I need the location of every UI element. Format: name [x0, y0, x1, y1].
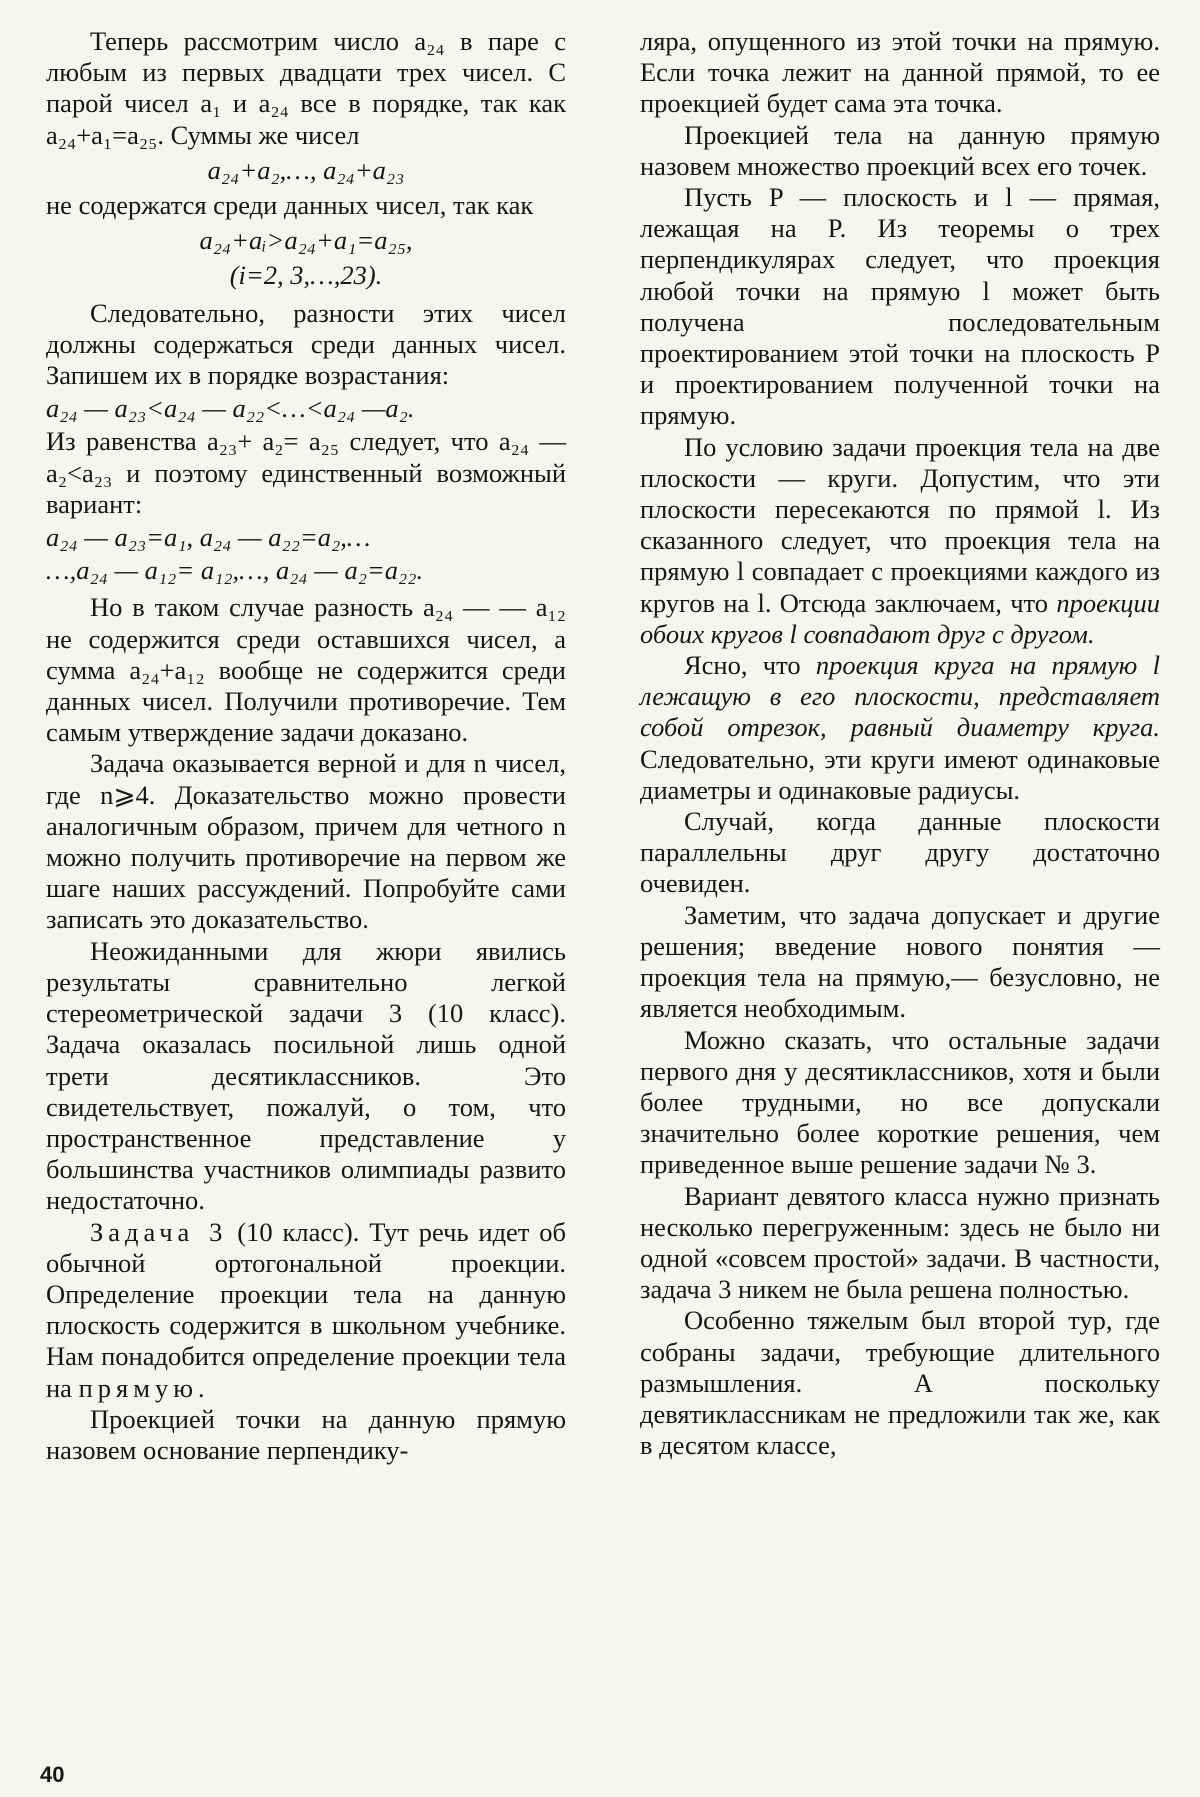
paragraph: Следовательно, разности этих чисел должны содержаться среди данных чисел. Запишем их в порядке возрастания: — [46, 297, 566, 391]
paragraph: не содержатся среди данных чисел, так как — [46, 190, 534, 221]
paragraph: Задача 3 (10 класс). Тут речь идет об обычной ортогональной проекции. Определение проекции тела на данную плоскость содержится в школьном учебнике. Нам понадобится определение проекции тела на прямую. — [46, 1216, 566, 1403]
italic-text: проекции обоих кругов l совпадают друг с другом. — [640, 587, 1160, 649]
page-number: 40 — [40, 1762, 65, 1787]
paragraph: Проекцией точки на данную прямую назовем основание перпендику- — [46, 1403, 566, 1465]
paragraph: Вариант девятого класса нужно признать несколько перегруженным: здесь не было ни одной «совсем простой» задачи. В частности, задача 3 никем не была решена полностью. — [640, 1180, 1160, 1305]
spaced-heading: Задача 3 — [90, 1216, 228, 1247]
paragraph: Пусть P — плоскость и l — прямая, лежащая на P. Из теоремы о трех перпендикулярах следует, что проекция любой точки на прямую l может быть получена последовательным проектированием этой точки на плоскость P и проектированием полученной точки на прямую. — [640, 182, 1160, 431]
formula: a₂₄+a₂,…, a₂₄+a₂₃ — [207, 154, 405, 185]
paragraph: ляра, опущенного из этой точки на прямую. Если точка лежит на данной прямой, то ее проекцией будет сама эта точка. — [640, 26, 1160, 119]
paragraph: Неожиданными для жюри явились результаты сравнительно легкой стереометрической задачи 3 (10 класс). Задача оказалась посильной лишь одной трети десятиклассников. Это свидетельствует, пожалуй, о том, что пространственное представление у большинства участников олимпиады развито недостаточно. — [46, 935, 566, 1216]
formula: …,a₂₄ — a₁₂= a₁₂,…, a₂₄ — a₂=a₂₂. — [46, 555, 424, 586]
right-column — [640, 26, 1160, 1461]
formula: a₂₄ — a₂₃<a₂₄ — a₂₂<…<a₂₄ —a₂. — [46, 393, 415, 424]
formula: a₂₄ — a₂₃=a₁, a₂₄ — a₂₂=a₂,… — [46, 522, 371, 553]
italic-text: проекция круга на прямую l лежащую в его плоскости, представляет собой отрезок, равный диаметру круга. — [640, 650, 1160, 743]
paragraph: Но в таком случае разность a₂₄ — — a₁₂ не содержится среди оставшихся чисел, а сумма a₂₄+a₁₂ вообще не содержится среди данных чисел. Получили противоречие. Тем самым утверждение задачи доказано. — [46, 592, 566, 748]
formula: a₂₄+aᵢ>a₂₄+a₁=a₂₅, — [199, 225, 413, 256]
paragraph: Задача оказывается верной и для n чисел, где n⩾4. Доказательство можно провести аналогичным образом, причем для четного n можно получить противоречие на первом же шаге наших рассуждений. Попробуйте сами записать это доказательство. — [46, 748, 566, 935]
paragraph: По условию задачи проекция тела на две плоскости — круги. Допустим, что эти плоскости пересекаются по прямой l. Из сказанного следует, что проекция тела на прямую l совпадает с проекциями каждого из кругов на l. Отсюда заключаем, что проекции обоих кругов l совпадают друг с другом. — [640, 431, 1160, 649]
paragraph: Теперь рассмотрим число a₂₄ в паре с любым из первых двадцати трех чисел. С парой чисел a₁ и a₂₄ все в порядке, так как a₂₄+a₁=a₂₅. Суммы же чисел — [46, 26, 566, 150]
paragraph: Особенно тяжелым был второй тур, где собраны задачи, требующие длительного размышления. А поскольку девятиклассникам не предложили так же, как в десятом классе, — [640, 1305, 1160, 1461]
left-column — [46, 26, 566, 1466]
paragraph: Проекцией тела на данную прямую назовем множество проекций всех его точек. — [640, 119, 1160, 181]
paragraph: Из равенства a₂₃+ a₂= a₂₅ следует, что a₂₄ — a₂<a₂₃ и поэтому единственный возможный вариант: — [46, 426, 566, 519]
paragraph: Заметим, что задача допускает и другие решения; введение нового понятия — проекция тела на прямую,— безусловно, не является необходимым. — [640, 899, 1160, 1024]
formula: (i=2, 3,…,23). — [229, 260, 383, 291]
paragraph: Случай, когда данные плоскости параллельны друг другу достаточно очевиден. — [640, 806, 1160, 899]
spaced-word: прямую. — [78, 1372, 210, 1403]
paragraph: Ясно, что проекция круга на прямую l лежащую в его плоскости, представляет собой отрезок, равный диаметру круга. Следовательно, эти круги имеют одинаковые диаметры и одинаковые радиусы. — [640, 650, 1160, 805]
paragraph: Можно сказать, что остальные задачи первого дня у десятиклассников, хотя и были более трудными, но все допускали значительно более короткие решения, чем приведенное выше решение задачи № 3. — [640, 1024, 1160, 1180]
